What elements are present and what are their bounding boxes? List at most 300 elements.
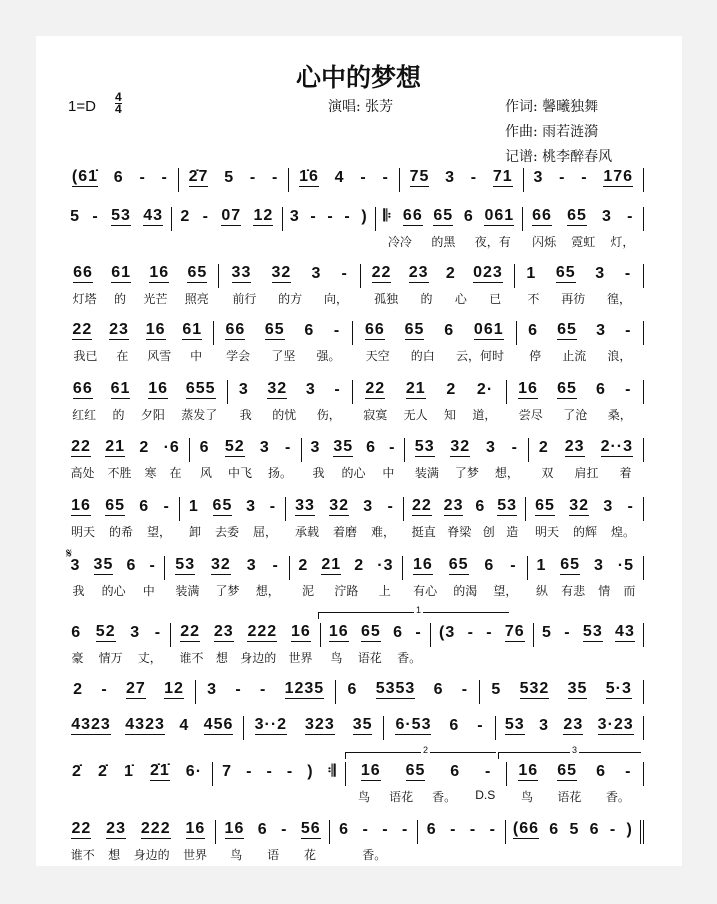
note-group: 71 — [492, 168, 513, 185]
lyric-word: 的黑 — [431, 235, 456, 249]
measure — [196, 680, 336, 704]
staff-row — [62, 168, 644, 192]
measure — [62, 207, 172, 231]
note-group: 2 — [298, 557, 309, 574]
lyric-word: 双 — [541, 466, 554, 480]
note-group: 1 — [536, 557, 547, 574]
lyric-word: 了沧 — [563, 408, 588, 422]
lyric-word: 的 — [420, 292, 433, 306]
measure — [400, 168, 524, 192]
note-group: 61 — [182, 321, 203, 338]
note-group: - — [92, 208, 99, 225]
note-group: 6 — [71, 624, 82, 641]
lyric-word: 止流 — [562, 349, 587, 363]
measure-notes — [506, 820, 644, 844]
measure-notes — [62, 556, 165, 580]
measure — [62, 438, 190, 481]
lyric-word: 寂寞 — [363, 408, 388, 422]
measure — [62, 556, 165, 599]
note-group: 32 — [569, 497, 590, 514]
note-group: 323 — [305, 716, 335, 733]
measure-notes — [336, 680, 480, 704]
measure — [302, 438, 405, 481]
note-group: 7 — [222, 763, 233, 780]
measure-notes — [165, 556, 289, 580]
lyric-line — [330, 846, 418, 863]
lyric-word: 鸟 — [330, 651, 343, 665]
note-group: 35 — [333, 438, 354, 455]
lyric-line — [62, 464, 190, 481]
segno-sign: 𝄋 — [66, 545, 73, 561]
measure — [526, 497, 644, 540]
measure — [62, 321, 214, 364]
lyric-word: 道， — [472, 408, 497, 422]
volta-label: 3 — [572, 745, 578, 755]
note-group: - — [333, 322, 341, 339]
note-group: 061 — [473, 321, 504, 338]
measure — [336, 680, 480, 704]
note-group: 65 — [405, 762, 426, 779]
note-group: 6 — [475, 498, 486, 515]
note-group: 3 — [70, 557, 81, 574]
lyric-word: 想 — [215, 651, 228, 665]
note-group: 2̇7 — [188, 168, 209, 185]
staff-row — [62, 207, 644, 250]
measure-notes — [376, 207, 522, 231]
note-group: 23 — [408, 264, 429, 281]
note-group: - — [382, 821, 389, 838]
lyric-word: 蒸发了 — [181, 408, 218, 422]
lyric-word: 情 — [598, 584, 611, 598]
note-group: 66 — [402, 207, 423, 224]
note-group: 6 — [139, 498, 150, 515]
note-group: 6 — [366, 439, 377, 456]
note-group: 1̇6 — [299, 168, 319, 185]
lyric-line — [526, 523, 644, 540]
note-group: 22 — [371, 264, 392, 281]
staff-row — [62, 716, 644, 740]
measure-notes — [289, 168, 399, 192]
measure-notes — [534, 623, 644, 647]
lyric-word: 鸟 — [230, 848, 243, 862]
lyric-word: 望， — [493, 584, 518, 598]
note-group: 32 — [267, 380, 288, 397]
note-group: 22 — [71, 820, 92, 837]
note-group: 43 — [143, 207, 164, 224]
measure-notes — [172, 207, 282, 231]
lyric-line — [214, 347, 353, 364]
note-group: 32 — [271, 264, 292, 281]
lyric-line — [376, 233, 522, 250]
lyric-word: 泞路 — [334, 584, 359, 598]
note-group: 66 — [532, 207, 552, 224]
lyric-word: 香。 — [432, 790, 457, 804]
note-group: - — [341, 265, 348, 282]
note-group: 2 — [446, 381, 457, 398]
note-group: 3·23 — [597, 716, 634, 733]
note-group: 07 — [221, 207, 242, 224]
lyric-line — [228, 406, 354, 423]
note-group: 12 — [164, 680, 184, 697]
measure — [62, 623, 171, 666]
lyric-line — [507, 788, 644, 805]
note-group: 23 — [564, 438, 585, 455]
measure-notes — [286, 497, 404, 521]
volta-1 — [318, 605, 509, 619]
note-group: 27 — [125, 680, 146, 697]
transcriber-credit: 记谱: 桃李醉春风 — [505, 149, 613, 165]
note-group: - — [609, 821, 617, 838]
note-group: - — [266, 763, 273, 780]
note-group: 3 — [305, 381, 316, 398]
lyric-word: 风 — [200, 466, 213, 480]
lyric-word: 香。 — [397, 651, 422, 665]
measure-notes — [353, 321, 516, 345]
note-group: 3 — [603, 498, 614, 515]
time-signature — [115, 92, 122, 115]
note-group: 5 — [569, 821, 580, 838]
note-group: 16 — [518, 762, 539, 779]
note-group: 532 — [519, 680, 550, 697]
lyric-word: 丈， — [137, 651, 162, 665]
note-group: 5 — [224, 169, 235, 186]
note-group: - — [389, 439, 396, 456]
lyric-line — [290, 582, 403, 599]
note-group: 23 — [563, 716, 584, 733]
measure — [290, 556, 403, 599]
note-group: - — [467, 624, 474, 641]
note-group: 65 — [264, 321, 285, 338]
lyric-word: 的辉 — [573, 525, 598, 539]
lyric-line — [529, 464, 644, 481]
note-group: 65 — [555, 264, 576, 281]
note-group: 35 — [567, 680, 588, 697]
lyric-word: 的 — [114, 292, 127, 306]
lyric-word: 寒 — [144, 466, 157, 480]
note-group: - — [285, 439, 292, 456]
measure-notes — [283, 207, 377, 231]
lyric-line — [507, 406, 645, 423]
lyric-line — [403, 582, 527, 599]
note-group: 16 — [360, 762, 381, 779]
measure — [62, 716, 244, 740]
measure — [384, 716, 495, 740]
note-group: 3 — [310, 439, 321, 456]
measure — [496, 716, 644, 740]
note-group: - — [310, 208, 317, 225]
measure — [524, 168, 644, 192]
note-group: 4 — [334, 169, 345, 186]
lyric-word: 情万 — [98, 651, 123, 665]
note-group: 6· — [185, 763, 203, 780]
note-group: - — [246, 763, 253, 780]
note-group: 22 — [180, 623, 201, 640]
note-group: 23 — [443, 497, 464, 514]
note-group: 66 — [364, 321, 385, 338]
lyric-word: 鸟 — [357, 790, 370, 804]
note-group: 3 — [602, 208, 612, 225]
lyric-word: 不胜 — [107, 466, 132, 480]
lyric-word: 脊梁 — [447, 525, 472, 539]
note-group: 33 — [231, 264, 252, 281]
note-group: 456 — [203, 716, 234, 733]
measure-notes — [228, 380, 354, 404]
note-group: 22 — [365, 380, 386, 397]
note-group: 2̇ — [72, 763, 82, 780]
lyric-word: 语花 — [357, 651, 382, 665]
lyric-line — [171, 649, 320, 666]
measure-notes — [196, 680, 336, 704]
note-group: - — [163, 498, 170, 515]
measure — [286, 497, 404, 540]
note-group: 23 — [213, 623, 234, 640]
lyric-word: 装满 — [414, 466, 439, 480]
staff-row — [62, 762, 644, 805]
volta-2 — [345, 745, 496, 759]
lyric-word: 世界 — [183, 848, 208, 862]
lyric-line — [286, 523, 404, 540]
lyric-word: 明天 — [535, 525, 560, 539]
note-group: 32 — [211, 556, 231, 573]
note-group: 53 — [414, 438, 435, 455]
measure-notes — [496, 716, 644, 740]
note-group: - — [511, 439, 518, 456]
note-group: 16 — [149, 264, 170, 281]
lyric-word: 冷冷 — [387, 235, 412, 249]
singer-credit: 演唱: 张芳 — [328, 99, 394, 115]
measure — [214, 321, 353, 364]
measure — [515, 264, 644, 307]
lyric-word: 灯塔 — [72, 292, 97, 306]
note-group: 52 — [224, 438, 245, 455]
lyric-word: 卸 — [188, 525, 201, 539]
measure-notes — [361, 264, 515, 288]
note-group: - — [627, 498, 634, 515]
lyric-word: 孤独 — [374, 292, 399, 306]
lyric-word: 知 — [443, 408, 456, 422]
note-group: 65 — [557, 762, 578, 779]
lyric-word: 了梦 — [454, 466, 479, 480]
lyric-word: 强。 — [316, 349, 341, 363]
note-group: 66 — [73, 264, 93, 281]
lyric-word: 我 — [239, 408, 252, 422]
note-group: 76 — [504, 623, 525, 640]
lyric-line — [180, 523, 286, 540]
measure-notes — [528, 556, 644, 580]
note-group: 5 — [491, 681, 502, 698]
note-group: - — [486, 624, 493, 641]
staff-row — [62, 497, 644, 540]
note-group: 21 — [105, 438, 126, 455]
note-group: 16 — [328, 623, 349, 640]
note-group: 65 — [557, 380, 577, 397]
note-group: 4323 — [71, 716, 111, 733]
measure-notes — [330, 820, 418, 844]
lyric-word: 创 — [482, 525, 495, 539]
measure — [418, 820, 506, 844]
note-group: 22 — [72, 321, 93, 338]
note-group: - — [272, 557, 279, 574]
note-group: 22 — [411, 497, 432, 514]
note-group: - — [382, 169, 389, 186]
measure-notes — [400, 168, 524, 192]
lyric-line — [62, 846, 216, 863]
staff-row — [62, 556, 644, 599]
note-group: 21 — [405, 380, 426, 397]
lyric-word: 香。 — [362, 848, 387, 862]
note-group: 4 — [179, 717, 190, 734]
note-group: 2· — [476, 381, 494, 398]
lyric-word: 去委 — [214, 525, 239, 539]
note-group: 6 — [113, 169, 124, 186]
note-group: - — [489, 821, 496, 838]
lyric-word: 光芒 — [143, 292, 168, 306]
note-group: - — [624, 265, 632, 282]
note-group: - — [161, 169, 168, 186]
lyric-word: 想， — [494, 466, 519, 480]
note-group: - — [450, 821, 457, 838]
note-group: 1235 — [284, 680, 325, 697]
note-group: 23 — [106, 820, 126, 837]
lyric-word: 的方 — [278, 292, 303, 306]
lyric-word: 挺直 — [411, 525, 436, 539]
lyric-line — [404, 523, 526, 540]
measure — [244, 716, 385, 740]
lyric-line — [517, 347, 644, 364]
note-group: 1 — [188, 498, 199, 515]
note-group: - — [477, 717, 484, 734]
measure — [62, 168, 179, 192]
note-group: 12 — [253, 207, 274, 224]
measure — [179, 168, 289, 192]
lyric-line — [361, 290, 515, 307]
lyric-word: 着 — [619, 466, 632, 480]
note-group: 3 — [130, 624, 141, 641]
lyric-word: 造 — [506, 525, 519, 539]
note-group: (66 — [512, 820, 539, 837]
lyric-word: 夜，有 — [474, 235, 511, 249]
note-group: 56 — [300, 820, 321, 837]
lyric-word: 上 — [378, 584, 391, 598]
note-group: 65 — [361, 623, 381, 640]
measure-notes — [529, 438, 644, 462]
staff-row — [62, 264, 644, 307]
lyric-word: 的忧 — [272, 408, 297, 422]
note-group: 2 — [538, 439, 549, 456]
measure — [216, 820, 331, 863]
lyric-word: 有心 — [413, 584, 438, 598]
lyric-line — [62, 523, 180, 540]
note-group: 6 — [126, 557, 137, 574]
note-group: 65 — [105, 497, 126, 514]
lyric-word: 高处 — [70, 466, 95, 480]
lyric-word: 望， — [146, 525, 171, 539]
measure-notes — [190, 438, 302, 462]
lyric-word: 扬。 — [268, 466, 293, 480]
note-group: 61 — [110, 380, 131, 397]
measure — [405, 438, 529, 481]
measure-notes — [403, 556, 527, 580]
lyric-line — [353, 406, 507, 423]
note-group: ) — [361, 208, 368, 225]
staff-row — [62, 438, 644, 481]
note-group: 061 — [484, 207, 515, 224]
measure — [431, 623, 534, 647]
lyric-word: 的希 — [108, 525, 133, 539]
note-group: - — [625, 322, 632, 339]
lyric-word: 向， — [323, 292, 348, 306]
lyric-word: 徨， — [607, 292, 632, 306]
note-group: 22 — [71, 438, 91, 455]
measure-notes — [62, 497, 180, 521]
measure — [353, 321, 516, 364]
note-group: 6 — [347, 681, 358, 698]
note-group: - — [327, 208, 334, 225]
lyric-word: 再彷 — [561, 292, 586, 306]
lyric-line — [62, 406, 228, 423]
note-group: - — [625, 763, 632, 780]
note-group: - — [625, 381, 632, 398]
note-group: - — [362, 821, 369, 838]
note-group: 6 — [528, 322, 539, 339]
note-group: 1̇ — [123, 763, 134, 780]
note-group: 65 — [404, 321, 425, 338]
measure — [289, 168, 399, 192]
lyric-word: 难， — [370, 525, 395, 539]
note-group: - — [387, 498, 394, 515]
measure-notes — [515, 264, 644, 288]
lyric-word: 装满 — [175, 584, 200, 598]
note-group: 65 — [567, 207, 587, 224]
note-group: 16 — [71, 497, 91, 514]
lyric-word: 的白 — [410, 349, 435, 363]
note-group: - — [149, 557, 156, 574]
measure-notes — [524, 168, 644, 192]
measure-notes — [353, 380, 507, 404]
note-group: (61̇ — [71, 168, 98, 185]
note-group: 2 — [73, 681, 84, 698]
lyric-line — [515, 290, 644, 307]
measure-notes — [418, 820, 506, 844]
note-group: ·6 — [163, 439, 180, 456]
note-group: - — [139, 169, 146, 186]
measure — [219, 264, 360, 307]
measure — [190, 438, 302, 481]
lyric-line — [216, 846, 331, 863]
measure-notes — [214, 321, 353, 345]
measure-notes — [290, 556, 403, 580]
measure-notes — [517, 321, 644, 345]
note-group: 23 — [109, 321, 129, 338]
note-group: 3 — [289, 208, 300, 225]
note-group: 3 — [311, 265, 322, 282]
measure-notes — [62, 380, 228, 404]
measure — [529, 438, 644, 481]
note-group: ·5 — [617, 557, 635, 574]
note-group: 16 — [145, 321, 166, 338]
measure-notes — [526, 497, 644, 521]
note-group: 3 — [363, 498, 374, 515]
note-group: 32 — [329, 497, 350, 514]
note-group: 65 — [560, 556, 581, 573]
measure — [180, 497, 286, 540]
measure — [361, 264, 515, 307]
note-group: 3 — [596, 322, 606, 339]
lyric-line — [321, 649, 431, 666]
note-group: 16 — [185, 820, 206, 837]
lyric-word: 灯， — [610, 235, 635, 249]
lyric-word: 的渴 — [453, 584, 478, 598]
